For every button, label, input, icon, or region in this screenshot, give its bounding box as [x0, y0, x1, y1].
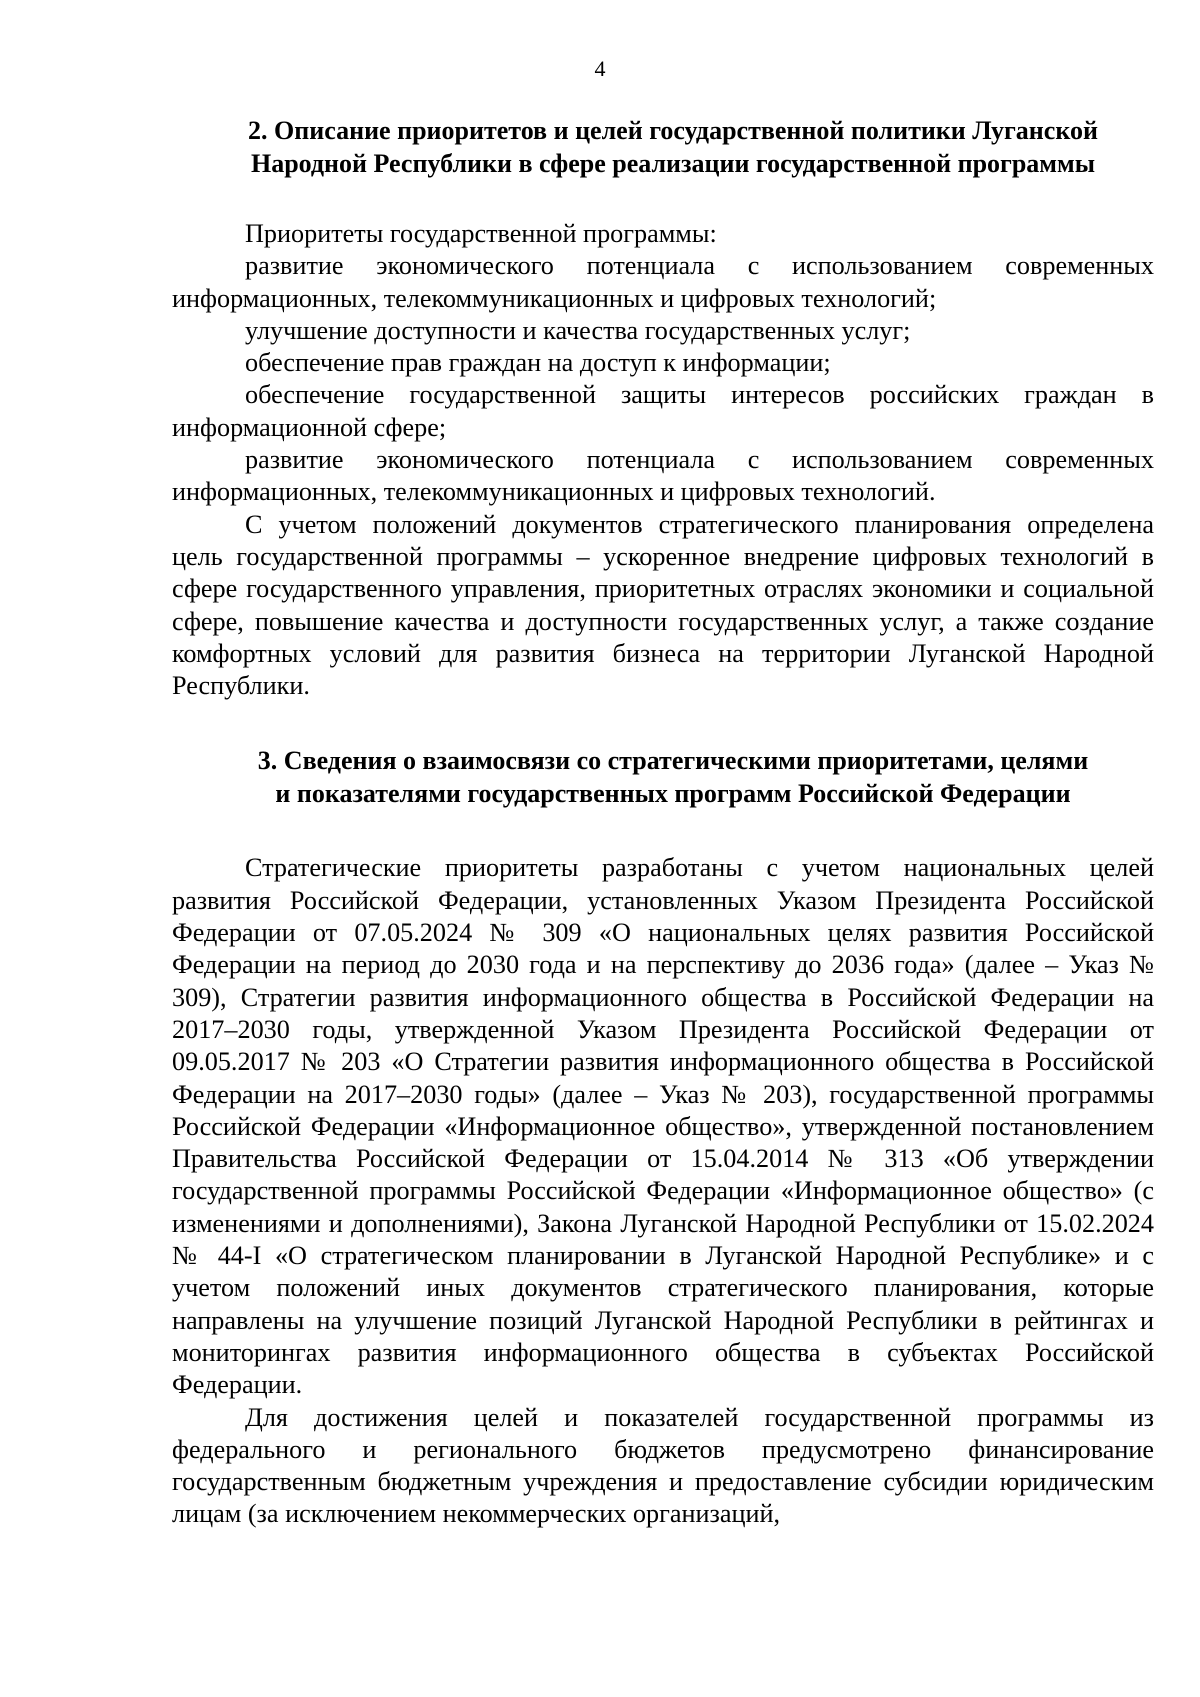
section-2-heading [172, 114, 1154, 180]
section-3-heading-line-2: и показателями государственных программ Российской Федерации [275, 779, 1071, 809]
page-number: 4 [594, 56, 606, 81]
section-3-heading-line-1: 3. Сведения о взаимосвязи со стратегическими приоритетами, целями [257, 746, 1089, 776]
paragraph: обеспечение государственной защиты интересов российских граждан в информационной сфере; [172, 380, 1154, 442]
section-2-body [172, 218, 1154, 702]
paragraph: Приоритеты государственной программы: [245, 219, 717, 248]
paragraph: Для достижения целей и показателей государственной программы из федерального и регионального бюджетов предусмотрено финансирование государственным бюджетным учреждения и предоставление субсидии юридическим лицам (за исключением некоммерческих организаций, [172, 1402, 1154, 1529]
paragraph: Стратегические приоритеты разработаны с учетом национальных целей развития Российской Федерации, установленных Указом Президента Российской Федерации от 07.05.2024 № 309 «О национальных целях развития Российской Федерации на период до 2030 года и на перспективу до 2036 года» (далее – Указ № 309), Стратегии развития информационного общества в Российской Федерации на 2017–2030 годы, утвержденной Указом Президента Российской Федерации от 09.05.2017 № 203 «О Стратегии развития информационного общества в Российской Федерации на 2017–2030 годы» (далее – Указ № 203), государственной программы Российской Федерации «Информационное общество», утвержденной постановлением Правительства Российской Федерации от 15.04.2014 № 313 «Об утверждении государственной программы Российской Федерации «Информационное общество» (с изменениями и дополнениями), Закона Луганской Народной Республики от 15.02.2024 № 44-I «О стратегическом планировании в Луганской Народной Республике» и с учетом положений иных документов стратегического планирования, которые направлены на улучшение позиций Луганской Народной Республики в рейтингах и мониторингах развития информационного общества в субъектах Российской Федерации. [172, 853, 1154, 1400]
section-2-heading-line-1: 2. Описание приоритетов и целей государственной политики Луганской [248, 116, 1098, 145]
section-3-heading [172, 744, 1154, 810]
section-3-body [172, 852, 1154, 1530]
paragraph: развитие экономического потенциала с использованием современных информационных, телекоммуникационных и цифровых технологий. [172, 445, 1154, 507]
section-2-heading-line-2: Народной Республики в сфере реализации государственной программы [250, 149, 1096, 178]
paragraph: развитие экономического потенциала с использованием современных информационных, телекоммуникационных и цифровых технологий; [172, 251, 1154, 313]
paragraph: улучшение доступности и качества государственных услуг; [245, 315, 911, 345]
paragraph: С учетом положений документов стратегического планирования определена цель государственной программы – ускоренное внедрение цифровых технологий в сфере государственного управления, приоритетных отраслях экономики и социальной сфере, повышение качества и доступности государственных услуг, а также создание комфортных условий для развития бизнеса на территории Луганской Народной Республики. [172, 509, 1154, 701]
paragraph: обеспечение прав граждан на доступ к информации; [245, 348, 831, 378]
document-content [172, 114, 1154, 1531]
